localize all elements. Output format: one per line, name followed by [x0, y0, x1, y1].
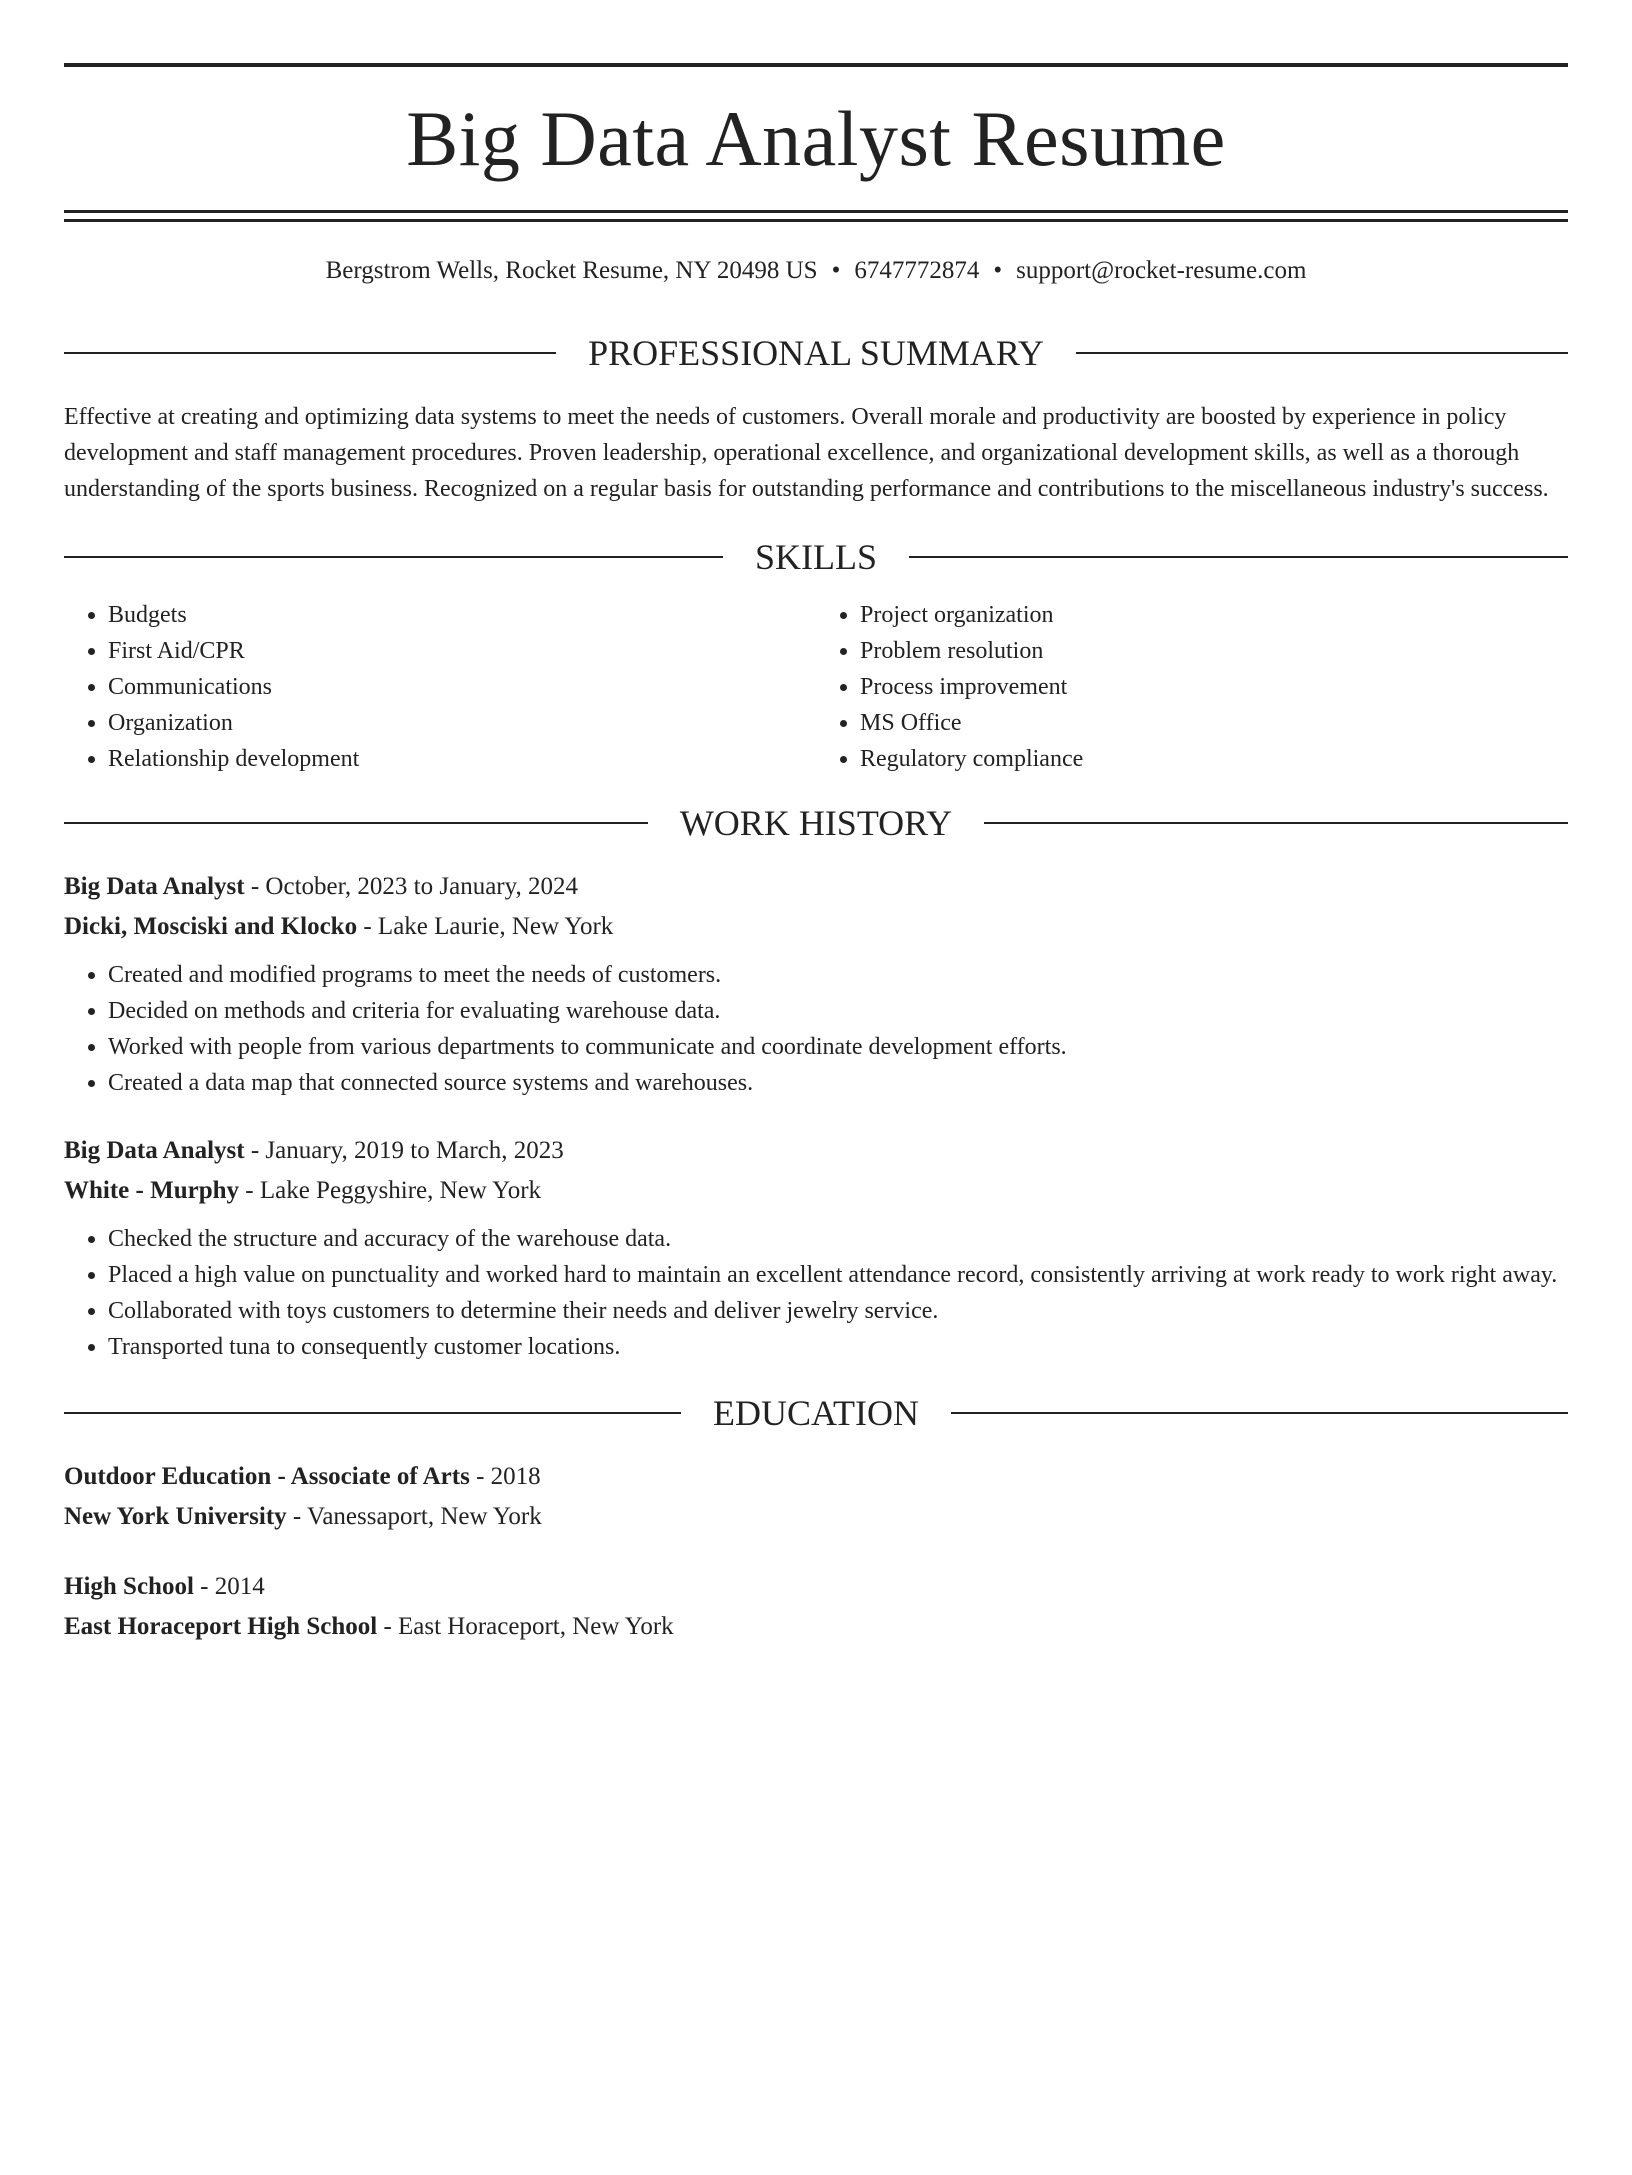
job-bullet: • Created and modified programs to meet the needs of customers. [108, 957, 1568, 993]
heading-rule-right [984, 822, 1568, 824]
job-entry [64, 1131, 1568, 1365]
education-year: - 2018 [469, 1463, 541, 1490]
job-company: Dicki, Mosciski and Klocko [64, 913, 358, 940]
education-heading [64, 1395, 1568, 1431]
contact-phone: 6747772874 [854, 257, 980, 284]
job-location: - Lake Laurie, New York [357, 913, 614, 940]
job-entry [64, 867, 1568, 1101]
summary-heading [64, 335, 1568, 371]
skill-item: • Project organization [860, 597, 1568, 633]
job-bullet: • Decided on methods and criteria for evaluating warehouse data. [108, 993, 1568, 1029]
skill-item: • Relationship development [108, 741, 816, 777]
job-title: Big Data Analyst [64, 873, 245, 900]
education-location: - East Horaceport, New York [377, 1613, 674, 1640]
job-bullet: • Placed a high value on punctuality and worked hard to maintain an excellent attendance record, consistently arriving at work ready to work right away. [108, 1257, 1568, 1293]
skill-item: • Communications [108, 669, 816, 705]
heading-rule-right [909, 556, 1568, 558]
job-title: Big Data Analyst [64, 1137, 245, 1164]
education-degree: High School [64, 1573, 194, 1600]
heading-rule-right [1076, 352, 1568, 354]
skill-item: • MS Office [860, 705, 1568, 741]
work-heading-label: WORK HISTORY [679, 803, 953, 843]
job-bullet: • Transported tuna to consequently customer locations. [108, 1329, 1568, 1365]
title-rule-upper [64, 210, 1568, 213]
summary-text: Effective at creating and optimizing data systems to meet the needs of customers. Overall morale and productivity are boosted by experience in policy development and staff management procedures. Proven leadership, operational excellence, and organizational development skills, as well as a thorough understanding of the sports business. Recognized on a regular basis for outstanding performance and contributions to the miscellaneous industry's success. [64, 404, 1549, 502]
education-location: - Vanessaport, New York [286, 1503, 542, 1530]
work-heading [64, 805, 1568, 841]
job-bullet: • Collaborated with toys customers to determine their needs and deliver jewelry service. [108, 1293, 1568, 1329]
job-bullets [64, 957, 1568, 1101]
contact-separator: • [993, 257, 1003, 284]
skill-item: • First Aid/CPR [108, 633, 816, 669]
summary-heading-label: PROFESSIONAL SUMMARY [588, 333, 1044, 373]
job-company-line [64, 907, 1568, 947]
heading-rule-left [64, 352, 556, 354]
education-heading-label: EDUCATION [713, 1393, 919, 1433]
job-bullet: • Created a data map that connected source systems and warehouses. [108, 1065, 1568, 1101]
heading-rule-left [64, 556, 723, 558]
skill-item: • Organization [108, 705, 816, 741]
job-title-line [64, 867, 1568, 907]
education-entry [64, 1457, 1568, 1537]
title-rule-lower [64, 219, 1568, 222]
education-year: - 2014 [193, 1573, 265, 1600]
job-company-line [64, 1171, 1568, 1211]
education-school: East Horaceport High School [64, 1613, 378, 1640]
education-school: New York University [64, 1503, 287, 1530]
contact-separator: • [831, 257, 841, 284]
job-dates: - October, 2023 to January, 2024 [244, 873, 579, 900]
skills-heading-label: SKILLS [755, 537, 878, 577]
skills-list [64, 597, 1568, 777]
skill-item: • Budgets [108, 597, 816, 633]
contact-email: support@rocket-resume.com [1016, 257, 1307, 284]
skill-item: • Problem resolution [860, 633, 1568, 669]
education-entry [64, 1567, 1568, 1647]
skill-item: • Regulatory compliance [860, 741, 1568, 777]
skill-item: • Process improvement [860, 669, 1568, 705]
heading-rule-left [64, 822, 648, 824]
education-school-line [64, 1607, 1568, 1647]
job-bullets [64, 1221, 1568, 1365]
job-title-line [64, 1131, 1568, 1171]
page-title: Big Data Analyst Resume [406, 95, 1226, 182]
education-degree-line [64, 1457, 1568, 1497]
resume-page [0, 63, 1632, 2175]
job-location: - Lake Peggyshire, New York [239, 1177, 542, 1204]
skills-heading [64, 539, 1568, 575]
heading-rule-left [64, 1412, 681, 1414]
skills-column-left [64, 597, 816, 777]
contact-line [64, 258, 1568, 283]
education-degree-line [64, 1567, 1568, 1607]
contact-address: Bergstrom Wells, Rocket Resume, NY 20498 US [325, 257, 818, 284]
education-school-line [64, 1497, 1568, 1537]
job-dates: - January, 2019 to March, 2023 [244, 1137, 564, 1164]
job-bullet: • Checked the structure and accuracy of the warehouse data. [108, 1221, 1568, 1257]
heading-rule-right [951, 1412, 1568, 1414]
job-bullet: • Worked with people from various departments to communicate and coordinate development efforts. [108, 1029, 1568, 1065]
skills-column-right [816, 597, 1568, 777]
education-degree: Outdoor Education - Associate of Arts [64, 1463, 470, 1490]
job-company: White - Murphy [64, 1177, 239, 1204]
